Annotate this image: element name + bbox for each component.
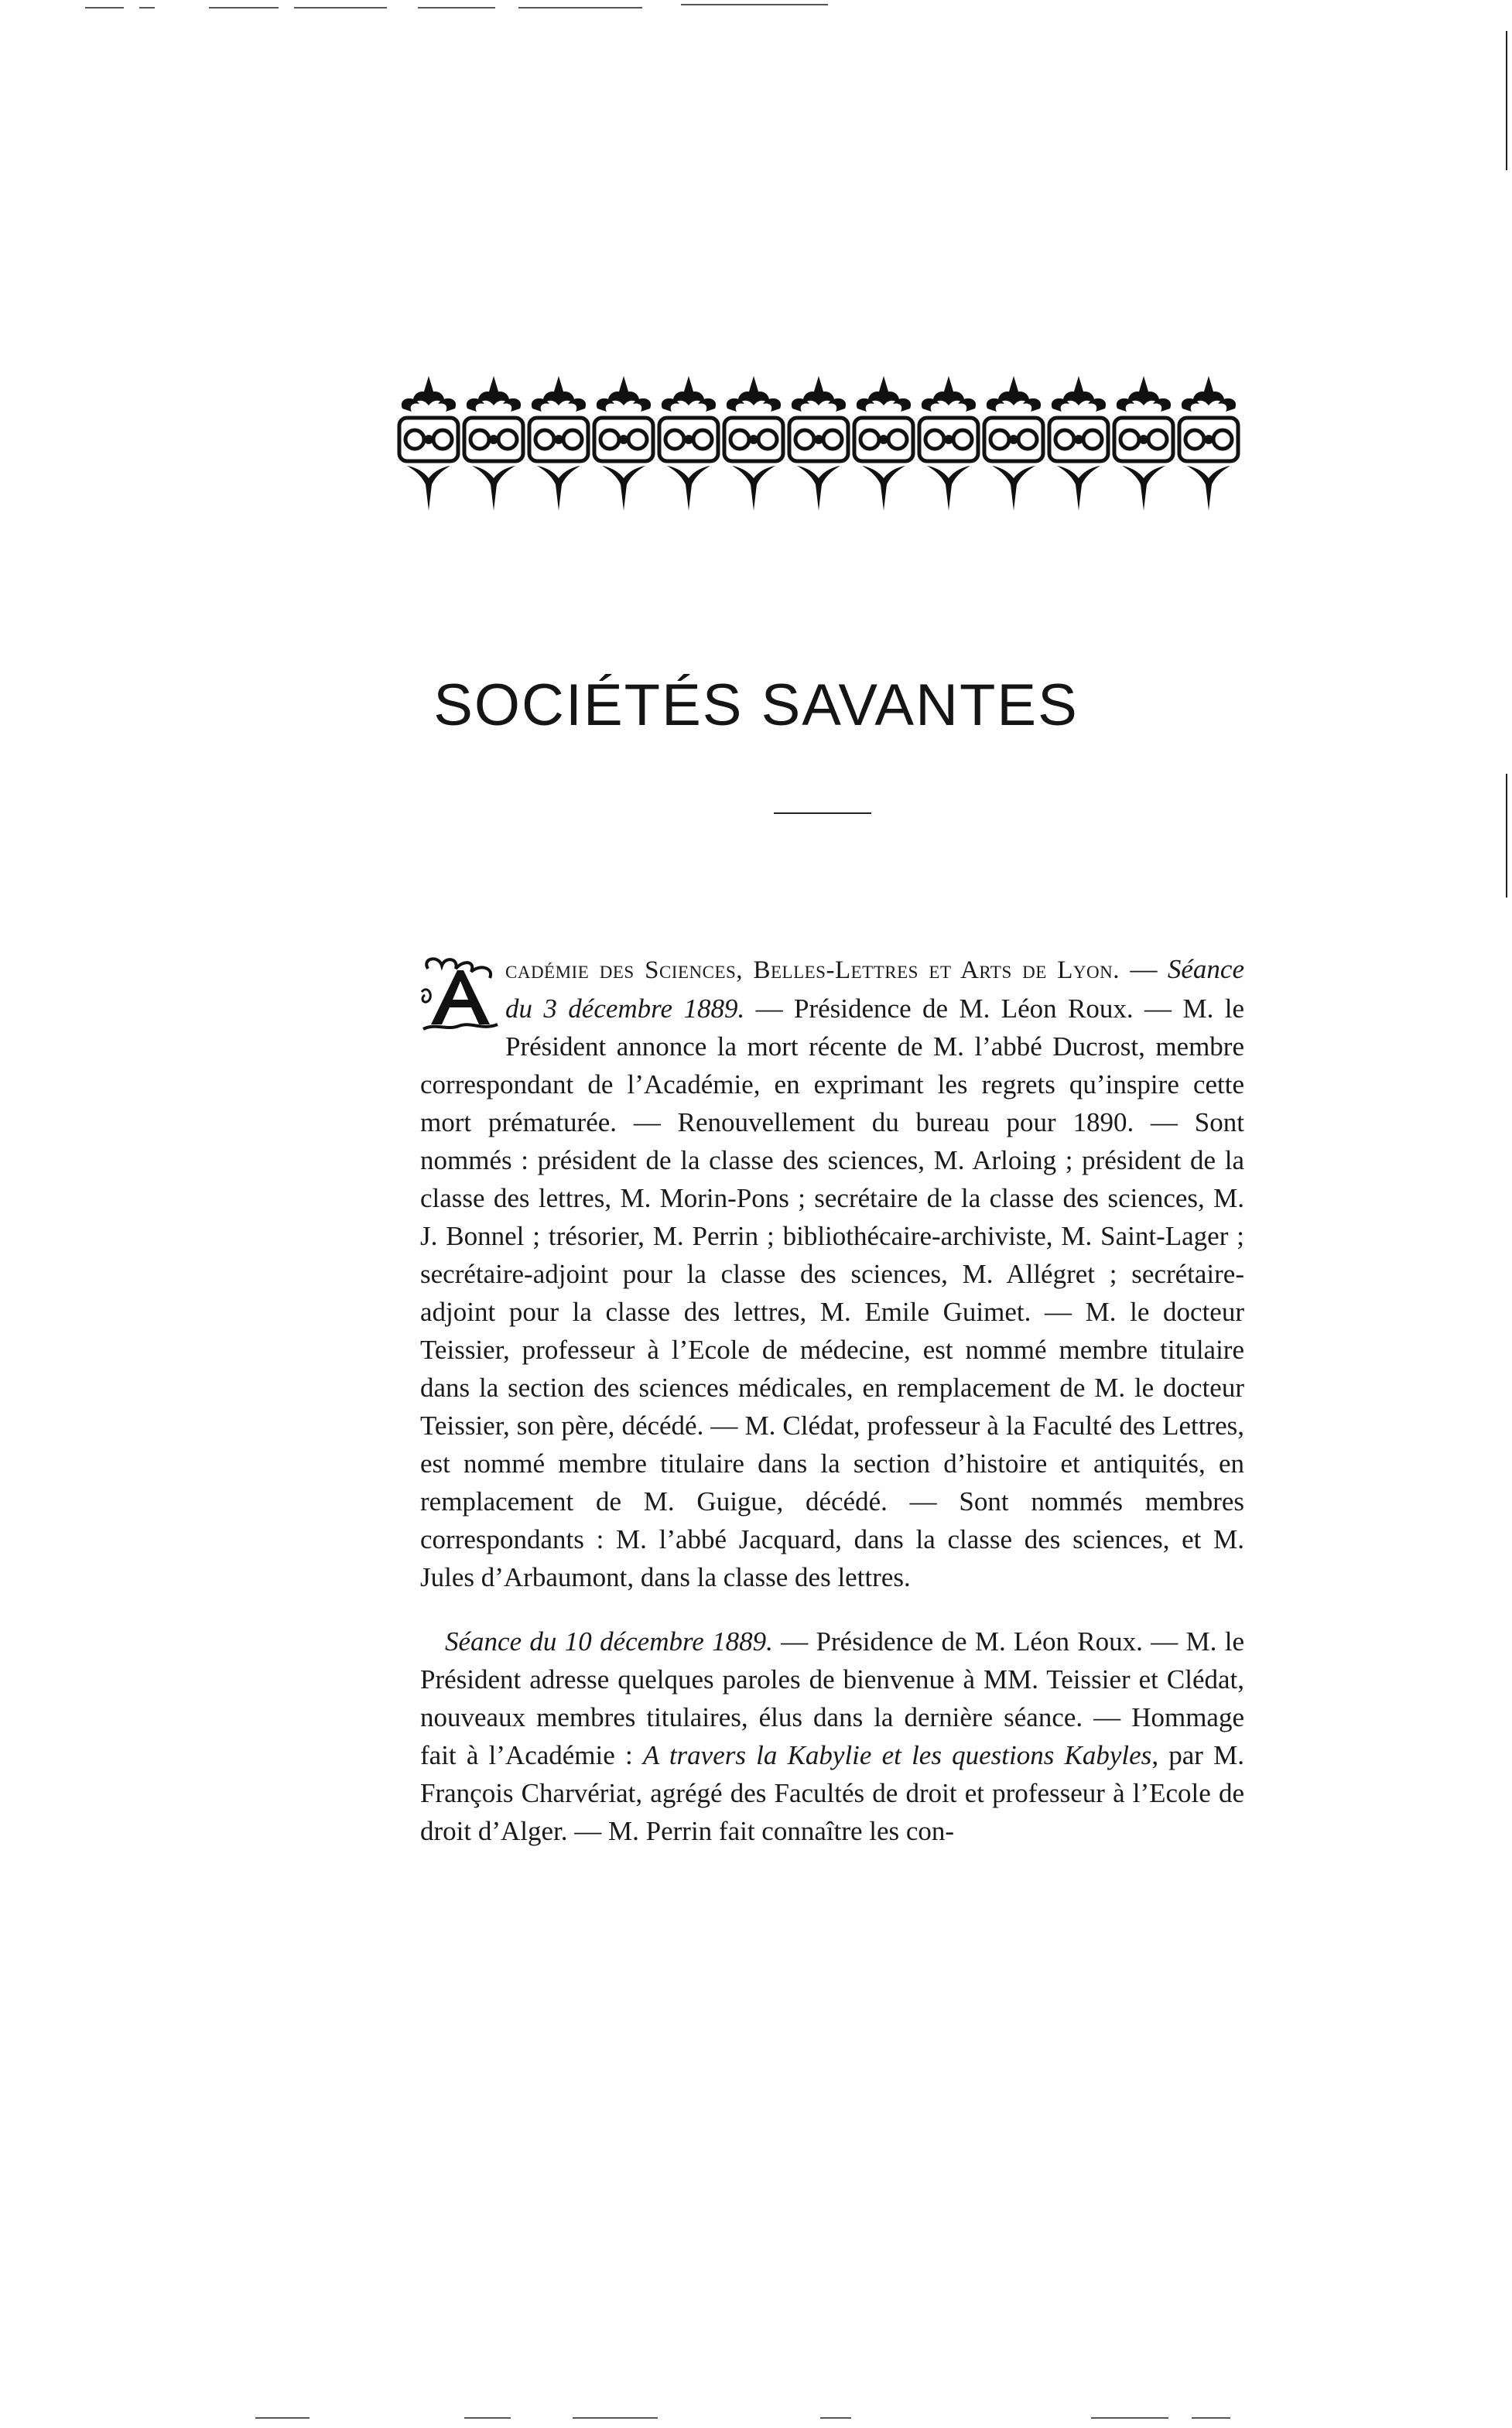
scan-edge-right (1506, 31, 1507, 170)
paragraph-body: — Présidence de M. Léon Roux. — M. le Président annonce la mort récente de M. l’abbé Ducrost, membre correspondant de l’Académie, en exprimant les regrets qu’inspire cette mort prématurée. — Renouvellement du bureau pour 1890. — Sont nommés : président de la classe des sciences, M. Arloing ; président de la classe des lettres, M. Morin-Pons ; secrétaire de la classe des sciences, M. J. Bonnel ; trésorier, M. Perrin ; bibliothécaire-archiviste, M. Saint-Lager ; secrétaire-adjoint pour la classe des sciences, M. Allégret ; secrétaire-adjoint pour la classe des lettres, M. Emile Guimet. — M. le docteur Teissier, professeur à l’Ecole de médecine, est nommé membre titulaire dans la section des sciences médicales, en remplacement de M. le docteur Teissier, son père, décédé. — M. Clédat, professeur à la Faculté des Lettres, est nommé membre titulaire dans la section d’histoire et antiquités, en remplacement de M. Guigue, décédé. — Sont nommés membres correspondants : M. l’abbé Jacquard, dans la classe des sciences, et M. Jules d’Arbaumont, dans la classe des lettres. (420, 993, 1244, 1592)
scan-mark (820, 2417, 851, 2419)
fleuron-ornament (789, 376, 848, 511)
ornamental-dropcap-a (420, 953, 501, 1034)
scan-mark (85, 7, 124, 9)
scan-edge-right (1506, 774, 1507, 898)
fleuron-ornament (1049, 376, 1108, 511)
fleuron-ornament (984, 376, 1043, 511)
fleuron-ornament (464, 376, 523, 511)
scan-mark (1091, 2417, 1168, 2419)
page-title: SOCIÉTÉS SAVANTES (433, 672, 1079, 738)
article-text (420, 950, 1244, 1850)
paragraph-body: — Présidence de M. Léon Roux. — M. le Président adresse quelques paroles de bienvenue à MM. Teissier et Clédat, nouveaux membres titulaires, élus dans la dernière séance. — Hommage fait à l’Académie : (420, 1626, 1244, 1770)
fleuron-ornament (594, 376, 653, 511)
seance-date: Séance du 10 décembre 1889. (445, 1626, 773, 1657)
scan-mark (681, 4, 828, 5)
scan-mark (464, 2417, 511, 2419)
scan-mark (139, 7, 155, 9)
seance-date: Séance du 3 décembre 1889. (505, 954, 1244, 1024)
heading-dash: — (1120, 954, 1168, 984)
scan-edge-top (0, 0, 1512, 15)
scan-mark (294, 7, 387, 9)
fleuron-ornament (659, 376, 718, 511)
paragraph-seance-3-decembre (420, 950, 1244, 1596)
scan-mark (418, 7, 495, 9)
fleuron-ornament (399, 376, 458, 511)
fleuron-ornament (919, 376, 978, 511)
fleuron-ornament (854, 376, 913, 511)
book-title: A travers la Kabylie et les questions Kabyles (642, 1740, 1152, 1770)
fleuron-ornament (724, 376, 783, 511)
fleuron-frieze (396, 374, 1247, 514)
scan-mark (518, 7, 642, 9)
scan-edge-bottom (0, 2413, 1512, 2428)
fleuron-ornament (1114, 376, 1173, 511)
scan-mark (573, 2417, 658, 2419)
section-heading: cadémie des Sciences, Belles-Lettres et Arts de Lyon. (505, 956, 1120, 984)
scan-mark (209, 7, 279, 9)
paragraph-body: , par M. François Charvériat, agrégé des Facultés de droit et professeur à l’Ecole de droit d’Alger. — M. Perrin fait connaître les con- (420, 1740, 1244, 1846)
fleuron-ornament (1179, 376, 1238, 511)
scan-mark (1192, 2417, 1230, 2419)
title-rule (774, 812, 871, 814)
fleuron-ornament (529, 376, 588, 511)
scan-mark (255, 2417, 310, 2419)
paragraph-seance-10-decembre (420, 1623, 1244, 1850)
